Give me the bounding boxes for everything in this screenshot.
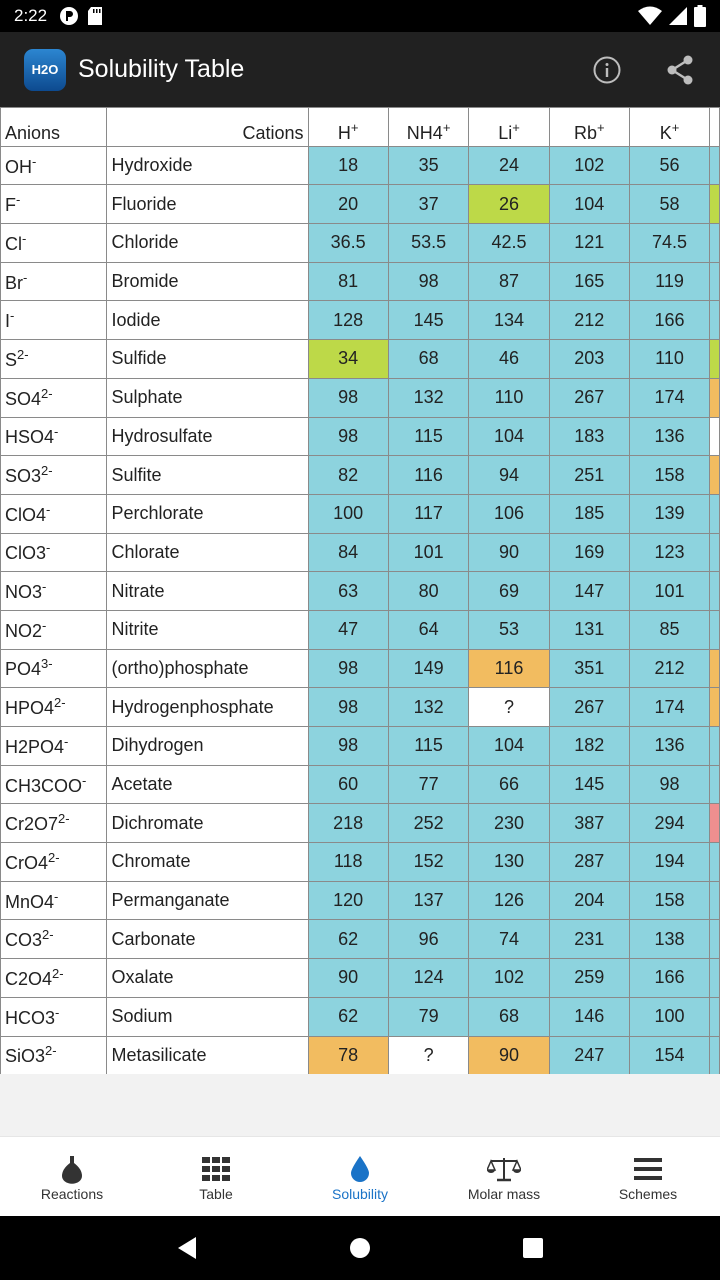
solubility-cell-partial	[710, 997, 720, 1036]
solubility-cell[interactable]: 96	[388, 920, 469, 959]
solubility-cell[interactable]: 145	[549, 765, 629, 804]
solubility-cell-partial	[710, 649, 720, 688]
cation-header[interactable]: NH4+	[388, 108, 469, 147]
solubility-cell[interactable]: 68	[388, 340, 469, 379]
solubility-cell[interactable]: 35	[388, 146, 469, 185]
solubility-cell[interactable]: 212	[629, 649, 709, 688]
solubility-cell[interactable]: 53	[469, 610, 549, 649]
solubility-cell[interactable]: 74	[469, 920, 549, 959]
solubility-cell[interactable]: 128	[308, 301, 388, 340]
solubility-cell-partial	[710, 610, 720, 649]
solubility-cell[interactable]: 53.5	[388, 224, 469, 263]
solubility-cell[interactable]: 98	[308, 378, 388, 417]
table-row	[1, 765, 720, 804]
solubility-cell-partial	[710, 727, 720, 766]
solubility-cell[interactable]: 104	[549, 185, 629, 224]
table-row	[1, 262, 720, 301]
solubility-cell[interactable]: 63	[308, 572, 388, 611]
solubility-cell-partial	[710, 765, 720, 804]
solubility-cell[interactable]: 90	[469, 1036, 549, 1074]
solubility-cell[interactable]: 85	[629, 610, 709, 649]
solubility-cell[interactable]: 37	[388, 185, 469, 224]
solubility-cell[interactable]: 62	[308, 920, 388, 959]
solubility-cell[interactable]: 126	[469, 881, 549, 920]
solubility-cell[interactable]: 78	[308, 1036, 388, 1074]
solubility-cell[interactable]: 174	[629, 378, 709, 417]
solubility-cell-partial	[710, 1036, 720, 1074]
solubility-cell[interactable]: 204	[549, 881, 629, 920]
solubility-cell-partial	[710, 843, 720, 882]
anion-name: Sodium	[107, 997, 308, 1036]
solubility-cell[interactable]: 87	[469, 262, 549, 301]
nav-label: Molar mass	[467, 1185, 541, 1202]
solubility-cell[interactable]: 185	[549, 494, 629, 533]
nav-label: Reactions	[40, 1185, 104, 1202]
cation-header[interactable]: K+	[629, 108, 709, 147]
solubility-cell[interactable]: 42.5	[469, 224, 549, 263]
solubility-cell[interactable]: 121	[549, 224, 629, 263]
cation-header-partial	[710, 108, 720, 147]
table-row	[1, 533, 720, 572]
anion-name: Iodide	[107, 301, 308, 340]
play-protect-icon	[59, 6, 79, 26]
solubility-cell[interactable]: 98	[388, 262, 469, 301]
solubility-cell[interactable]: 56	[629, 146, 709, 185]
solubility-cell[interactable]: ?	[388, 1036, 469, 1074]
anion-formula: MnO4-	[1, 881, 107, 920]
solubility-cell[interactable]: 218	[308, 804, 388, 843]
solubility-cell-partial	[710, 185, 720, 224]
solubility-cell[interactable]: 267	[549, 688, 629, 727]
solubility-cell[interactable]: 132	[388, 378, 469, 417]
solubility-cell[interactable]: 94	[469, 456, 549, 495]
solubility-cell-partial	[710, 804, 720, 843]
table-row	[1, 1036, 720, 1074]
info-icon[interactable]	[592, 55, 622, 85]
anion-name: Oxalate	[107, 959, 308, 998]
cations-header: Cations	[107, 108, 308, 147]
solubility-table-container[interactable]	[0, 107, 720, 1074]
nav-label: Table	[199, 1185, 233, 1202]
nav-table[interactable]	[144, 1137, 288, 1216]
solubility-cell[interactable]: 98	[308, 649, 388, 688]
solubility-cell[interactable]: 137	[388, 881, 469, 920]
solubility-cell[interactable]: 351	[549, 649, 629, 688]
solubility-cell[interactable]: ?	[469, 688, 549, 727]
table-row	[1, 920, 720, 959]
table-row	[1, 456, 720, 495]
solubility-cell[interactable]: 212	[549, 301, 629, 340]
solubility-cell[interactable]: 134	[469, 301, 549, 340]
solubility-cell[interactable]: 90	[308, 959, 388, 998]
grid-icon	[202, 1157, 230, 1181]
battery-icon	[694, 5, 706, 27]
table-row	[1, 997, 720, 1036]
anion-formula: $CrO4^{2-}$	[1, 843, 107, 882]
status-time: 2:22	[14, 6, 48, 25]
anion-name: Chromate	[107, 843, 308, 882]
wifi-icon	[638, 6, 662, 26]
table-row	[1, 224, 720, 263]
solubility-cell[interactable]: 166	[629, 959, 709, 998]
solubility-cell[interactable]: 77	[388, 765, 469, 804]
solubility-cell[interactable]: 20	[308, 185, 388, 224]
solubility-cell[interactable]: 152	[388, 843, 469, 882]
anion-formula: OH-	[1, 146, 107, 185]
solubility-cell[interactable]: 98	[308, 727, 388, 766]
solubility-cell[interactable]: 34	[308, 340, 388, 379]
solubility-cell[interactable]: 116	[388, 456, 469, 495]
cation-header[interactable]: H+	[308, 108, 388, 147]
back-icon[interactable]	[176, 1236, 198, 1260]
table-row	[1, 340, 720, 379]
anion-name: Hydrosulfate	[107, 417, 308, 456]
solubility-cell[interactable]: 118	[308, 843, 388, 882]
bottom-navigation	[0, 1136, 720, 1216]
anion-name: Hydrogenphosphate	[107, 688, 308, 727]
anion-name: Perchlorate	[107, 494, 308, 533]
table-row	[1, 146, 720, 185]
solubility-cell[interactable]: 104	[469, 417, 549, 456]
anion-name: Sulfite	[107, 456, 308, 495]
solubility-cell[interactable]: 68	[469, 997, 549, 1036]
drop-icon	[350, 1155, 370, 1183]
table-row	[1, 843, 720, 882]
anion-formula: HSO4-	[1, 417, 107, 456]
table-row	[1, 649, 720, 688]
solubility-cell[interactable]: 136	[629, 417, 709, 456]
anion-formula: CH3COO-	[1, 765, 107, 804]
solubility-cell[interactable]: 18	[308, 146, 388, 185]
solubility-cell[interactable]: 119	[629, 262, 709, 301]
solubility-cell[interactable]: 98	[308, 417, 388, 456]
solubility-cell[interactable]: 69	[469, 572, 549, 611]
solubility-cell[interactable]: 106	[469, 494, 549, 533]
solubility-cell[interactable]: 131	[549, 610, 629, 649]
solubility-cell[interactable]: 64	[388, 610, 469, 649]
solubility-cell-partial	[710, 572, 720, 611]
solubility-cell[interactable]: 130	[469, 843, 549, 882]
app-bar	[0, 32, 720, 107]
solubility-cell[interactable]: 231	[549, 920, 629, 959]
solubility-cell[interactable]: 287	[549, 843, 629, 882]
solubility-cell[interactable]: 117	[388, 494, 469, 533]
solubility-cell[interactable]: 110	[629, 340, 709, 379]
signal-icon	[668, 6, 688, 26]
solubility-cell-partial	[710, 378, 720, 417]
anion-formula: Br-	[1, 262, 107, 301]
solubility-cell[interactable]: 62	[308, 997, 388, 1036]
nav-solubility[interactable]	[288, 1137, 432, 1216]
anion-name: Acetate	[107, 765, 308, 804]
solubility-cell-partial	[710, 494, 720, 533]
anion-formula: I-	[1, 301, 107, 340]
solubility-cell-partial	[710, 301, 720, 340]
anion-formula: $Cr2O7^{2-}$	[1, 804, 107, 843]
solubility-cell[interactable]: 104	[469, 727, 549, 766]
solubility-cell[interactable]: 182	[549, 727, 629, 766]
solubility-cell[interactable]: 145	[388, 301, 469, 340]
solubility-cell[interactable]: 102	[469, 959, 549, 998]
cation-header[interactable]: Rb+	[549, 108, 629, 147]
solubility-cell[interactable]: 165	[549, 262, 629, 301]
solubility-cell[interactable]: 58	[629, 185, 709, 224]
anion-formula: $C2O4^{2-}$	[1, 959, 107, 998]
anion-formula: NO2-	[1, 610, 107, 649]
solubility-cell[interactable]: 80	[388, 572, 469, 611]
solubility-cell[interactable]: 79	[388, 997, 469, 1036]
solubility-cell[interactable]: 147	[549, 572, 629, 611]
solubility-cell[interactable]: 169	[549, 533, 629, 572]
solubility-cell[interactable]: 98	[629, 765, 709, 804]
solubility-cell-partial	[710, 456, 720, 495]
anion-formula: $CO3^{2-}$	[1, 920, 107, 959]
anion-name: Metasilicate	[107, 1036, 308, 1074]
table-row	[1, 185, 720, 224]
anion-name: Nitrate	[107, 572, 308, 611]
nav-molar-mass[interactable]	[432, 1137, 576, 1216]
solubility-cell[interactable]: 174	[629, 688, 709, 727]
solubility-cell[interactable]: 166	[629, 301, 709, 340]
solubility-cell[interactable]: 84	[308, 533, 388, 572]
app-title: Solubility Table	[78, 55, 245, 83]
solubility-cell[interactable]: 387	[549, 804, 629, 843]
solubility-cell-partial	[710, 224, 720, 263]
anion-formula: ClO3-	[1, 533, 107, 572]
table-header-row	[1, 108, 720, 147]
table-row	[1, 417, 720, 456]
cation-header[interactable]: Li+	[469, 108, 549, 147]
app-logo-text: H2O	[31, 62, 59, 77]
table-row	[1, 494, 720, 533]
solubility-cell[interactable]: 138	[629, 920, 709, 959]
nav-label: Schemes	[618, 1185, 678, 1202]
solubility-cell[interactable]: 101	[388, 533, 469, 572]
solubility-table	[0, 107, 720, 1074]
scales-icon	[487, 1156, 521, 1182]
home-icon[interactable]	[349, 1237, 371, 1259]
solubility-cell-partial	[710, 417, 720, 456]
anion-formula: $SO4^{2-}$	[1, 378, 107, 417]
solubility-cell[interactable]: 183	[549, 417, 629, 456]
solubility-cell[interactable]: 102	[549, 146, 629, 185]
solubility-cell[interactable]: 101	[629, 572, 709, 611]
app-logo	[24, 49, 66, 91]
share-icon[interactable]	[664, 54, 696, 86]
anion-formula: NO3-	[1, 572, 107, 611]
solubility-cell[interactable]: 139	[629, 494, 709, 533]
list-icon	[634, 1158, 662, 1180]
table-row	[1, 688, 720, 727]
anion-formula: ClO4-	[1, 494, 107, 533]
table-row	[1, 301, 720, 340]
solubility-cell[interactable]: 136	[629, 727, 709, 766]
table-row	[1, 959, 720, 998]
solubility-cell[interactable]: 116	[469, 649, 549, 688]
solubility-cell[interactable]: 26	[469, 185, 549, 224]
table-row	[1, 610, 720, 649]
solubility-cell-partial	[710, 920, 720, 959]
nav-reactions[interactable]	[0, 1137, 144, 1216]
solubility-cell[interactable]: 81	[308, 262, 388, 301]
anion-formula: $SO3^{2-}$	[1, 456, 107, 495]
anion-formula: H2PO4-	[1, 727, 107, 766]
solubility-cell-partial	[710, 881, 720, 920]
solubility-cell-partial	[710, 959, 720, 998]
anion-formula: $PO4^{3-}$	[1, 649, 107, 688]
anion-name: Fluoride	[107, 185, 308, 224]
solubility-cell[interactable]: 115	[388, 417, 469, 456]
nav-label: Solubility	[331, 1185, 389, 1202]
anion-formula: $S^{2-}$	[1, 340, 107, 379]
anion-name: Sulfide	[107, 340, 308, 379]
solubility-cell[interactable]: 82	[308, 456, 388, 495]
solubility-cell[interactable]: 47	[308, 610, 388, 649]
solubility-cell[interactable]: 251	[549, 456, 629, 495]
solubility-cell[interactable]: 60	[308, 765, 388, 804]
table-row	[1, 727, 720, 766]
solubility-cell[interactable]: 247	[549, 1036, 629, 1074]
solubility-cell[interactable]: 267	[549, 378, 629, 417]
table-row	[1, 572, 720, 611]
flask-icon	[61, 1154, 83, 1184]
solubility-cell[interactable]: 120	[308, 881, 388, 920]
anions-header: Anions	[1, 108, 107, 147]
solubility-cell[interactable]: 259	[549, 959, 629, 998]
solubility-cell[interactable]: 158	[629, 456, 709, 495]
solubility-cell[interactable]: 146	[549, 997, 629, 1036]
anion-name: Bromide	[107, 262, 308, 301]
anion-name: (ortho)phosphate	[107, 649, 308, 688]
solubility-cell[interactable]: 100	[629, 997, 709, 1036]
solubility-cell[interactable]: 149	[388, 649, 469, 688]
anion-name: Permanganate	[107, 881, 308, 920]
sd-card-icon	[87, 6, 103, 26]
anion-name: Sulphate	[107, 378, 308, 417]
anion-name: Dichromate	[107, 804, 308, 843]
solubility-cell[interactable]: 124	[388, 959, 469, 998]
anion-formula: F-	[1, 185, 107, 224]
anion-formula: $HPO4^{2-}$	[1, 688, 107, 727]
anion-name: Nitrite	[107, 610, 308, 649]
status-bar	[0, 0, 720, 32]
anion-name: Carbonate	[107, 920, 308, 959]
nav-schemes[interactable]	[576, 1137, 720, 1216]
table-row	[1, 378, 720, 417]
solubility-cell[interactable]: 100	[308, 494, 388, 533]
anion-name: Dihydrogen	[107, 727, 308, 766]
anion-formula: Cl-	[1, 224, 107, 263]
solubility-cell[interactable]: 158	[629, 881, 709, 920]
anion-formula: $SiO3^{2-}$	[1, 1036, 107, 1074]
solubility-cell-partial	[710, 533, 720, 572]
solubility-cell-partial	[710, 146, 720, 185]
solubility-cell[interactable]: 230	[469, 804, 549, 843]
solubility-cell-partial	[710, 340, 720, 379]
solubility-cell[interactable]: 115	[388, 727, 469, 766]
solubility-cell[interactable]: 132	[388, 688, 469, 727]
solubility-cell-partial	[710, 688, 720, 727]
solubility-cell[interactable]: 46	[469, 340, 549, 379]
system-navigation-bar	[0, 1216, 720, 1280]
table-row	[1, 881, 720, 920]
solubility-cell[interactable]: 74.5	[629, 224, 709, 263]
solubility-cell[interactable]: 203	[549, 340, 629, 379]
solubility-cell[interactable]: 90	[469, 533, 549, 572]
solubility-cell[interactable]: 294	[629, 804, 709, 843]
solubility-cell[interactable]: 36.5	[308, 224, 388, 263]
solubility-cell[interactable]: 66	[469, 765, 549, 804]
solubility-cell[interactable]: 110	[469, 378, 549, 417]
table-row	[1, 804, 720, 843]
solubility-cell[interactable]: 123	[629, 533, 709, 572]
recents-icon[interactable]	[522, 1237, 544, 1259]
solubility-cell[interactable]: 24	[469, 146, 549, 185]
solubility-cell[interactable]: 252	[388, 804, 469, 843]
solubility-cell[interactable]: 194	[629, 843, 709, 882]
anion-name: Chlorate	[107, 533, 308, 572]
anion-formula: HCO3-	[1, 997, 107, 1036]
anion-name: Chloride	[107, 224, 308, 263]
solubility-cell[interactable]: 98	[308, 688, 388, 727]
anion-name: Hydroxide	[107, 146, 308, 185]
solubility-cell-partial	[710, 262, 720, 301]
solubility-cell[interactable]: 154	[629, 1036, 709, 1074]
